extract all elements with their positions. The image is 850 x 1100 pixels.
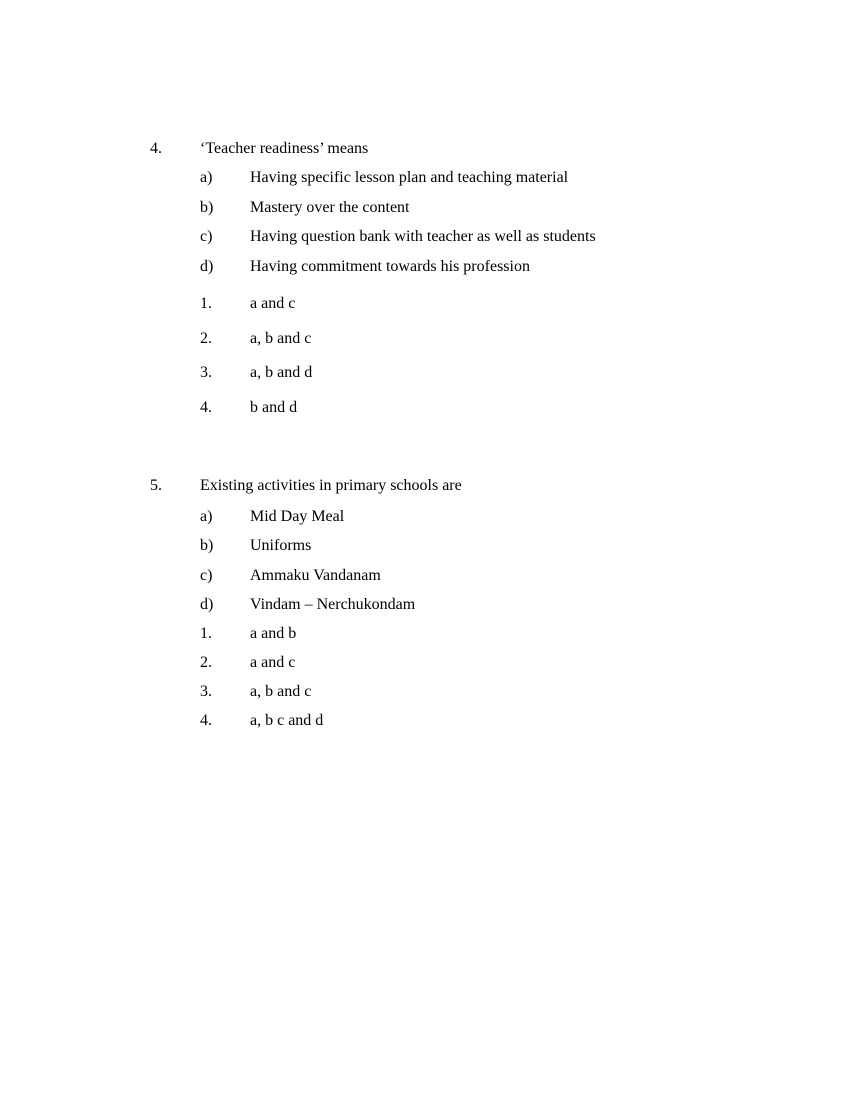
option-text: Uniforms: [250, 537, 312, 554]
answer-label: 4.: [200, 399, 212, 416]
answer-text: a and c: [250, 295, 296, 312]
answer-label: 1.: [200, 625, 212, 642]
option-label: a): [200, 508, 213, 525]
option-d: [200, 257, 700, 277]
answer-choice-4: [200, 398, 700, 418]
answer-text: a, b c and d: [250, 712, 324, 729]
answer-choice-2: [200, 653, 700, 673]
question-stem-row: [150, 476, 710, 496]
question-5: [150, 476, 710, 729]
option-text: Having specific lesson plan and teaching material: [250, 169, 569, 186]
question-stem-row: [150, 139, 710, 159]
question-stem: ‘Teacher readiness’ means: [200, 140, 369, 157]
option-text: Mastery over the content: [250, 199, 410, 216]
answer-label: 1.: [200, 295, 212, 312]
option-text: Having commitment towards his profession: [250, 258, 530, 275]
answer-text: a, b and d: [250, 364, 313, 381]
answer-choice-3: [200, 363, 700, 383]
question-4: [150, 139, 710, 416]
option-a: [200, 168, 700, 188]
option-label: d): [200, 596, 214, 613]
option-b: [200, 536, 700, 556]
option-label: a): [200, 169, 213, 186]
answer-text: a and b: [250, 625, 297, 642]
option-c: [200, 227, 700, 247]
option-label: d): [200, 258, 214, 275]
answer-label: 3.: [200, 364, 212, 381]
question-number: 5.: [150, 477, 162, 494]
answer-choice-2: [200, 329, 700, 349]
answer-label: 3.: [200, 683, 212, 700]
answer-choice-3: [200, 682, 700, 702]
option-text: Mid Day Meal: [250, 508, 345, 525]
question-stem: Existing activities in primary schools are: [200, 477, 462, 494]
option-b: [200, 198, 700, 218]
answer-label: 4.: [200, 712, 212, 729]
answer-text: a and c: [250, 654, 296, 671]
option-c: [200, 566, 700, 586]
answer-choice-1: [200, 294, 700, 314]
option-label: c): [200, 567, 213, 584]
option-label: b): [200, 537, 214, 554]
option-text: Having question bank with teacher as well as students: [250, 228, 596, 245]
option-text: Ammaku Vandanam: [250, 567, 381, 584]
answer-choice-4: [200, 711, 700, 731]
option-label: c): [200, 228, 213, 245]
option-d: [200, 595, 700, 615]
option-text: Vindam – Nerchukondam: [250, 596, 416, 613]
option-label: b): [200, 199, 214, 216]
answer-label: 2.: [200, 330, 212, 347]
option-a: [200, 507, 700, 527]
answer-text: a, b and c: [250, 683, 312, 700]
answer-choice-1: [200, 624, 700, 644]
answer-text: b and d: [250, 399, 298, 416]
question-number: 4.: [150, 140, 162, 157]
answer-label: 2.: [200, 654, 212, 671]
answer-text: a, b and c: [250, 330, 312, 347]
